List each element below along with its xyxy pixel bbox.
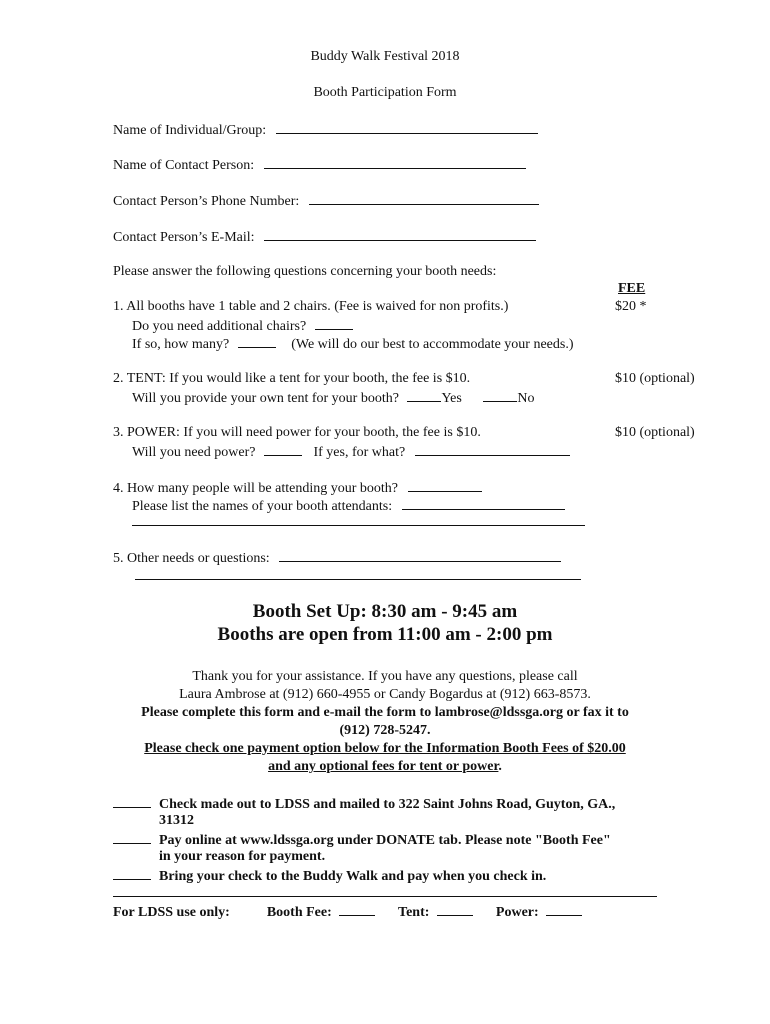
q4-names-field[interactable] [132,496,565,516]
name-group-blank[interactable] [276,120,538,134]
office-divider [113,896,657,897]
q1-fee: $20 * [615,299,647,314]
q1-note: (We will do our best to accommodate your needs.) [291,337,574,352]
q1-chairs-blank[interactable] [315,316,353,330]
q3-text: 3. POWER: If you will need power for your booth, the fee is $10. [113,425,481,440]
payment-online-label: Pay online at www.ldssga.org under DONATE tab. Please note "Booth Fee" [159,833,611,848]
name-group-label: Name of Individual/Group: [113,123,267,138]
q5-field[interactable] [113,548,561,568]
q3-what-blank[interactable] [415,442,570,456]
q2-fee: $10 (optional) [615,371,695,386]
contact-person-label: Name of Contact Person: [113,158,255,173]
email-blank[interactable] [264,227,536,241]
payment-online-blank[interactable] [113,830,151,844]
q4-people-blank[interactable] [408,478,482,492]
fee-header: FEE [618,281,646,296]
payment-option-online[interactable] [113,830,611,850]
q1-chairs-label: Do you need additional chairs? [132,319,307,334]
q5-label: 5. Other needs or questions: [113,551,270,566]
q2-tent-field[interactable] [132,388,534,408]
thanks-line-6-end: . [498,759,502,774]
contact-person-blank[interactable] [264,155,526,169]
office-tent-blank[interactable] [437,902,473,916]
phone-blank[interactable] [309,191,539,205]
thanks-line-5: Please check one payment option below for the Information Booth Fees of $20.00 [144,741,626,756]
payment-option-check[interactable] [113,794,615,814]
email-field[interactable] [113,227,536,247]
q4-names-label: Please list the names of your booth attendants: [132,499,393,514]
contact-person-field[interactable] [113,155,526,175]
email-label: Contact Person’s E-Mail: [113,230,255,245]
thanks-line-6 [0,758,770,776]
q3-fee: $10 (optional) [615,425,695,440]
q2-tent-label: Will you provide your own tent for your booth? [132,391,399,406]
q1-howmany-field[interactable] [132,334,574,354]
payment-walk-label: Bring your check to the Buddy Walk and pay when you check in. [159,869,547,884]
q4-people-label: 4. How many people will be attending your booth? [113,481,398,496]
office-power-blank[interactable] [546,902,582,916]
q4-people-field[interactable] [113,478,482,498]
q1-howmany-blank[interactable] [238,334,276,348]
open-time: Booths are open from 11:00 am - 2:00 pm [217,624,553,645]
q4-names-blank-2[interactable] [132,525,585,526]
payment-check-blank[interactable] [113,794,151,808]
q1-howmany-label: If so, how many? [132,337,230,352]
office-booth-fee-blank[interactable] [339,902,375,916]
office-power-label: Power: [495,905,539,920]
q3-power-label: Will you need power? [132,445,256,460]
form-subtitle: Booth Participation Form [313,85,457,100]
q5-blank-2[interactable] [135,579,581,580]
q2-no-blank[interactable] [483,388,517,402]
thanks-line-4: (912) 728-5247. [339,723,431,738]
payment-check-label: Check made out to LDSS and mailed to 322 Saint Johns Road, Guyton, GA., [159,797,616,812]
thanks-line-3: Please complete this form and e-mail the form to lambrose@ldssga.org or fax it to [141,705,629,720]
thanks-line-2: Laura Ambrose at (912) 660-4955 or Candy Bogardus at (912) 663-8573. [179,687,591,702]
thanks-line-6-text: and any optional fees for tent or power [268,759,499,774]
payment-option-walk[interactable] [113,866,546,886]
q3-power-field[interactable] [132,442,570,462]
setup-time: Booth Set Up: 8:30 am - 9:45 am [252,601,518,622]
office-tent-label: Tent: [398,905,430,920]
q4-names-blank[interactable] [402,496,565,510]
payment-walk-blank[interactable] [113,866,151,880]
office-use-row [113,902,582,922]
office-use-label: For LDSS use only: [113,905,230,920]
q2-yes-blank[interactable] [407,388,441,402]
name-group-field[interactable] [113,120,538,140]
q2-yes-label: Yes [441,391,462,406]
q3-what-label: If yes, for what? [313,445,406,460]
intro-text: Please answer the following questions concerning your booth needs: [113,264,497,279]
q1-text: 1. All booths have 1 table and 2 chairs. (Fee is waived for non profits.) [113,299,509,314]
phone-label: Contact Person’s Phone Number: [113,194,300,209]
payment-online-note: in your reason for payment. [159,849,326,864]
q2-text: 2. TENT: If you would like a tent for your booth, the fee is $10. [113,371,471,386]
q5-blank[interactable] [279,548,561,562]
q2-no-label: No [517,391,535,406]
thanks-line-1: Thank you for your assistance. If you have any questions, please call [192,669,578,684]
q3-power-blank[interactable] [264,442,302,456]
phone-field[interactable] [113,191,539,211]
q1-chairs-field[interactable] [132,316,353,336]
office-booth-fee-label: Booth Fee: [266,905,332,920]
form-title: Buddy Walk Festival 2018 [310,49,460,64]
payment-check-zip: 31312 [159,813,194,828]
